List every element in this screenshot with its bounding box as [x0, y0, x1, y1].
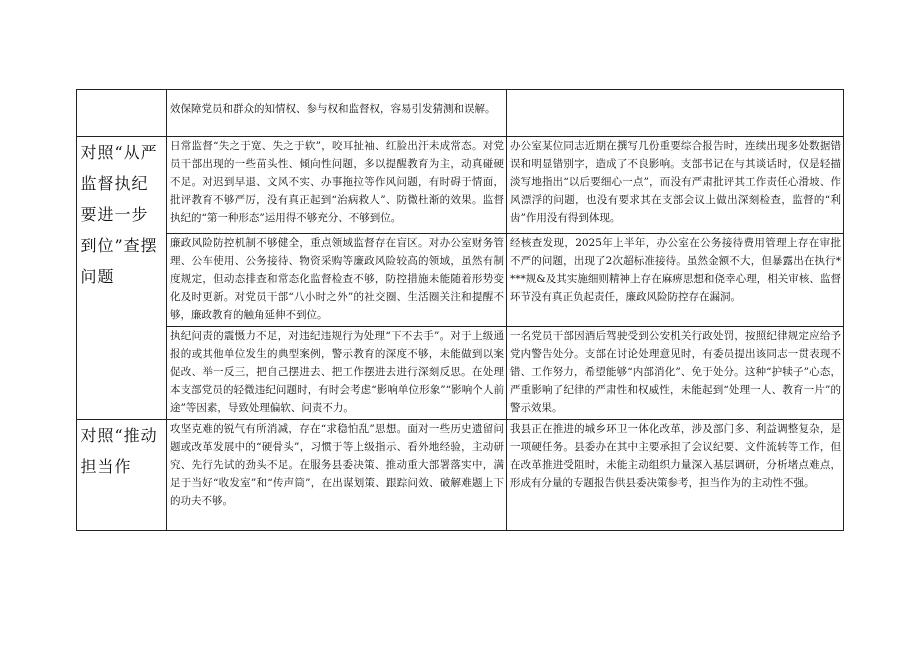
example-cell: [507, 234, 844, 327]
problem-cell: [167, 90, 507, 137]
section-heading-responsibility: 对照“推动担当作: [80, 426, 158, 476]
problem-text: 日常监督“失之于宽、失之于软”，咬耳扯袖、红脸出汗未成常态。对党员干部出现的一些苗头性、倾向性问题，多以提醒教育为主，动真碰硬不足。对迟到早退、文风不实、办事拖拉等作风问题，有时碍于情面，批评教育不够严厉，没有真正起到“治病救人”、防微杜渐的效果。监督执纪的“第一种形态”运用得不够充分、不够到位。: [170, 140, 504, 224]
section-heading-discipline: 对照“从严监督执纪要进一步到位”查摆问题: [80, 143, 158, 286]
problem-cell: [167, 137, 507, 234]
problem-text: 攻坚克难的锐气有所消减，存在“求稳怕乱”思想。面对一些历史遗留问题或改革发展中的“硬骨头”，习惯于等上级指示、看外地经验，主动研究、先行先试的劲头不足。在服务县委决策、推动重大部署落实中，满足于当好“收发室”和“传声筒”，在出谋划策、跟踪问效、破解难题上下的功夫不够。: [170, 423, 504, 507]
table-row: [77, 327, 844, 420]
table-row: [77, 90, 844, 137]
section-heading-cell: [77, 90, 167, 137]
example-cell: [507, 137, 844, 234]
problem-cell: [167, 420, 507, 531]
problem-cell: [167, 327, 507, 420]
example-cell: [507, 420, 844, 531]
example-cell: [507, 90, 844, 137]
problem-text: 执纪问责的震慑力不足，对违纪违规行为处理“下不去手”。对于上级通报的或其他单位发生的典型案例，警示教育的深度不够，未能做到以案促改、举一反三，把自己摆进去、把工作摆进去进行深刻反思。在处理本支部党员的轻微违纪问题时，有时会考虑“影响单位形象”“影响个人前途”等因素，导致处理偏软、问责不力。: [170, 330, 504, 414]
example-text: [507, 90, 843, 100]
example-text: 我县正在推进的城乡环卫一体化改革，涉及部门多、利益调整复杂，是一项硬任务。县委办在其中主要承担了会议纪要、文件流转等工作，但在改革推进受阻时，未能主动组织力量深入基层调研，分析堵点难点，形成有分量的专题报告供县委决策参考，担当作为的主动性不强。: [510, 423, 841, 489]
example-cell: [507, 327, 844, 420]
problem-cell: [167, 234, 507, 327]
problem-text: 廉政风险防控机制不够健全，重点领域监督存在盲区。对办公室财务管理、公车使用、公务接待、物资采购等廉政风险较高的领域，虽然有制度规定，但动态排查和常态化监督检查不够，防控措施未能随着形势变化及时更新。对党员干部“八小时之外”的社交圈、生活圈关注和提醒不够，廉政教育的触角延伸不到位。: [170, 237, 504, 321]
example-text: 经核查发现，2025年上半年，办公室在公务接待费用管理上存在审批不严的问题，出现了2次超标准接待。虽然金额不大，但暴露出在执行****规&及其实施细则精神上存在麻痹思想和侥幸心理，相关审核、监督环节没有真正负起责任，廉政风险防控存在漏洞。: [510, 237, 841, 303]
problem-text: 效保障党员和群众的知情权、参与权和监督权，容易引发猜测和误解。: [170, 103, 496, 115]
table-row: [77, 420, 844, 531]
example-text: 一名党员干部因酒后驾驶受到公安机关行政处罚，按照纪律规定应给予党内警告处分。支部在讨论处理意见时，有委员提出该同志一贯表现不错、工作努力，希望能够“内部消化”、免于处分。这种“护犊子”心态，严重影响了纪律的严肃性和权威性，未能起到“处理一人、教育一片”的警示效果。: [510, 330, 841, 414]
section-heading-cell: [77, 137, 167, 420]
table-row: [77, 234, 844, 327]
review-table: [76, 89, 844, 531]
section-heading-cell: [77, 420, 167, 531]
table-row: [77, 137, 844, 234]
example-text: 办公室某位同志近期在撰写几份重要综合报告时，连续出现多处数据错误和明显错别字，造成了不良影响。支部书记在与其谈话时，仅是轻描淡写地指出“以后要细心一点”，而没有严肃批评其工作责任心滑坡、作风漂浮的问题，也没有要求其在支部会议上做出深刻检查，监督的“利齿”作用没有得到体现。: [510, 140, 841, 224]
